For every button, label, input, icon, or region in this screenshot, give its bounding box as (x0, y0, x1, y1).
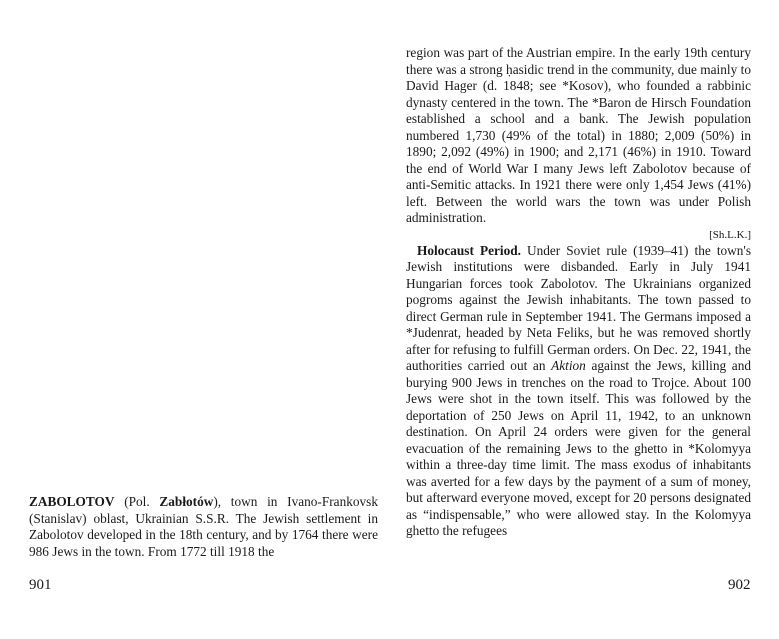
entry-polish-name: Zabłotów (159, 494, 214, 509)
page-number-left: 901 (29, 577, 52, 593)
page-number-right: 902 (728, 577, 751, 593)
holocaust-heading: Holocaust Period. (417, 242, 521, 258)
left-column (29, 494, 378, 560)
zabolotov-entry-paragraph (29, 494, 378, 560)
entry-text: ), town in Ivano-Frankovsk (Stanislav) oblast, Ukrainian S.S.R. The Jewish settlement in Zabolotov developed in the 18th century, and by 1764 there were 986 Jews in the town. From 1772 till 1918 the (29, 494, 379, 559)
right-column (406, 45, 751, 540)
holocaust-text-part1: Under Soviet rule (1939–41) the town's Jewish institutions were disbanded. Early in July 1941 Hungarian forces took Zabolotov. The Ukrainians organized pogroms against the Jewish inhabitants. The town passed to direct German rule in September 1941. The Germans imposed a *Judenrat, headed by Neta Feliks, but he was removed shortly after for refusing to fulfill German orders. On Dec. 22, 1941, the authorities carried out an (406, 242, 751, 373)
entry-title: ZABOLOTOV (29, 494, 115, 509)
entry-pol-prefix: (Pol. (114, 494, 160, 509)
history-paragraph: region was part of the Austrian empire. In the early 19th century there was a strong ḥasidic trend in the community, due mainly to David Hager (d. 1848; see *Kosov), who founded a rabbinic dynasty centered in the town. The *Baron de Hirsch Foundation established a school and a bank. The Jewish population numbered 1,730 (49% of the total) in 1880; 2,009 (50%) in 1890; 2,092 (49%) in 1900; and 2,171 (46%) in 1910. Toward the end of World War I many Jews left Zabolotov because of anti-Semitic attacks. In 1921 there were only 1,454 Jews (41%) left. Between the world wars the town was under Polish administration. (406, 45, 751, 225)
aktion-term: Aktion (551, 358, 586, 373)
holocaust-paragraph (406, 243, 751, 540)
holocaust-text-part2: against the Jews, killing and burying 900 Jews in trenches on the road to Trojce. About 100 Jews were shot in the town itself. This was followed by the deportation of 250 Jews on April 11, 1942, to an unknown destination. On April 24 orders were given for the general evacuation of the remaining Jews to the ghetto in *Kolomyya within a three-day time limit. The mass exodus of inhabitants was averted for a few days by the payment of a sum of money, but afterward everyone moved, except for 20 persons designated as “indispensable,” who were allowed stay. In the Kolomyya ghetto the refugees (406, 358, 751, 538)
author-signature: [Sh.L.K.] (709, 228, 751, 241)
